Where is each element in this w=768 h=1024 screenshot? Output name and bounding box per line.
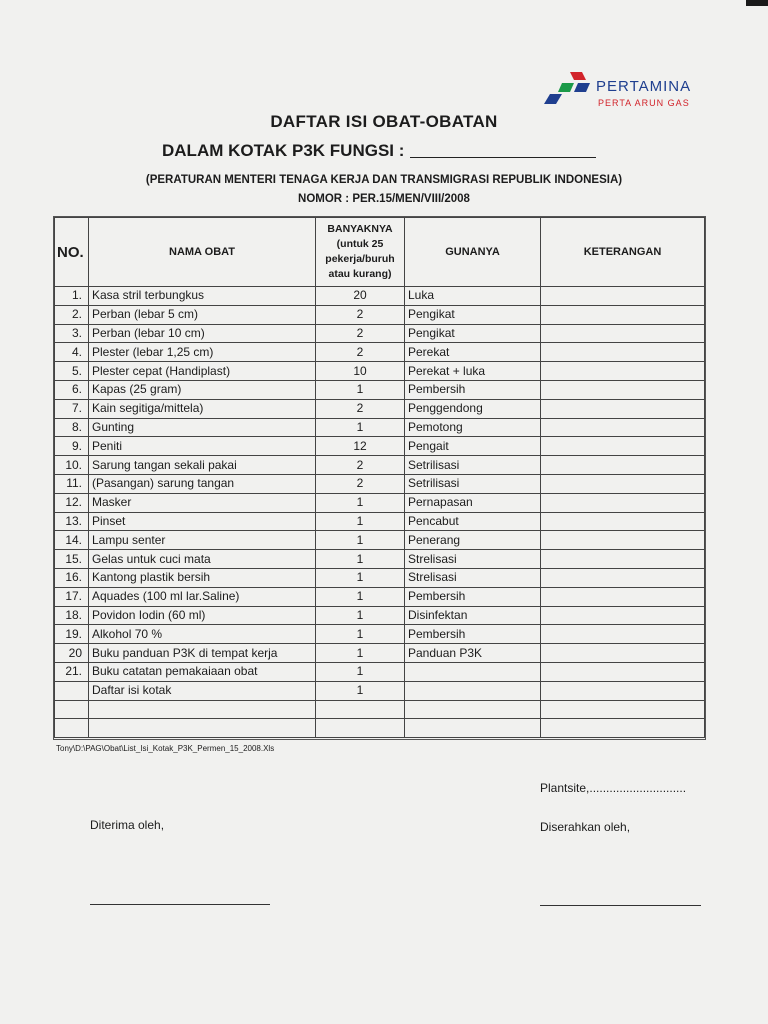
cell-gunanya: Penggendong [405,399,541,418]
cell-keterangan [541,550,705,569]
cell-banyaknya: 2 [316,343,405,362]
cell-banyaknya [316,700,405,719]
cell-banyaknya: 1 [316,625,405,644]
cell-gunanya: Pembersih [405,587,541,606]
header-keterangan: KETERANGAN [541,218,705,287]
cell-nama-obat: Daftar isi kotak [89,681,316,700]
header-banyaknya: BANYAKNYA (untuk 25 pekerja/buruh atau kurang) [316,218,405,287]
cell-gunanya: Perekat + luka [405,362,541,381]
table-row [55,493,705,512]
cell-banyaknya: 1 [316,568,405,587]
cell-no: 21. [55,662,89,681]
cell-no: 20 [55,644,89,663]
cell-nama-obat: Aquades (100 ml lar.Saline) [89,587,316,606]
table-row [55,305,705,324]
cell-no: 14. [55,531,89,550]
cell-no: 9. [55,437,89,456]
cell-nama-obat: Alkohol 70 % [89,625,316,644]
cell-no: 1. [55,287,89,306]
cell-keterangan [541,305,705,324]
cell-nama-obat: Perban (lebar 5 cm) [89,305,316,324]
cell-gunanya: Panduan P3K [405,644,541,663]
cell-nama-obat: Kasa stril terbungkus [89,287,316,306]
cell-no: 6. [55,380,89,399]
cell-keterangan [541,512,705,531]
plantsite-label: Plantsite,............................. [540,781,687,795]
cell-banyaknya: 2 [316,456,405,475]
cell-no: 12. [55,493,89,512]
cell-gunanya: Pengait [405,437,541,456]
cell-nama-obat: (Pasangan) sarung tangan [89,474,316,493]
table-row [55,512,705,531]
cell-gunanya: Luka [405,287,541,306]
cell-no: 3. [55,324,89,343]
handed-over-by-label: Diserahkan oleh, [540,820,631,834]
cell-banyaknya: 2 [316,474,405,493]
table-row [55,625,705,644]
cell-nama-obat: Pinset [89,512,316,531]
cell-nama-obat: Peniti [89,437,316,456]
cell-gunanya: Pernapasan [405,493,541,512]
cell-banyaknya: 2 [316,399,405,418]
cell-gunanya: Perekat [405,343,541,362]
cell-no: 11. [55,474,89,493]
cell-gunanya: Pencabut [405,512,541,531]
cell-nama-obat: Lampu senter [89,531,316,550]
table-row [55,287,705,306]
cell-keterangan [541,531,705,550]
table-row [55,418,705,437]
pertamina-logo [540,70,740,114]
cell-no: 18. [55,606,89,625]
cell-gunanya: Strelisasi [405,550,541,569]
cell-banyaknya: 20 [316,287,405,306]
table-row [55,662,705,681]
table-row [55,399,705,418]
cell-gunanya [405,719,541,738]
header-no: NO. [55,218,89,287]
table-row [55,606,705,625]
pertamina-logo-icon [540,70,596,110]
cell-gunanya [405,700,541,719]
cell-nama-obat: Kantong plastik bersih [89,568,316,587]
table-row [55,644,705,663]
cell-nama-obat: Plester (lebar 1,25 cm) [89,343,316,362]
cell-gunanya: Setrilisasi [405,474,541,493]
cell-nama-obat: Kain segitiga/mittela) [89,399,316,418]
cell-no: 8. [55,418,89,437]
cell-keterangan [541,644,705,663]
cell-banyaknya: 1 [316,606,405,625]
cell-banyaknya: 1 [316,662,405,681]
logo-brand-text: PERTAMINA [596,78,692,95]
cell-no: 19. [55,625,89,644]
cell-no [55,719,89,738]
header-nama-obat: NAMA OBAT [89,218,316,287]
regulation-number: NOMOR : PER.15/MEN/VIII/2008 [298,193,470,205]
cell-gunanya: Penerang [405,531,541,550]
received-by-label: Diterima oleh, [90,818,165,832]
cell-gunanya: Pembersih [405,625,541,644]
cell-nama-obat: Plester cepat (Handiplast) [89,362,316,381]
regulation-text: (PERATURAN MENTERI TENAGA KERJA DAN TRANSMIGRASI REPUBLIK INDONESIA) [145,174,623,186]
cell-keterangan [541,493,705,512]
medicine-table [54,217,705,738]
cell-keterangan [541,625,705,644]
cell-banyaknya: 1 [316,512,405,531]
cell-gunanya: Disinfektan [405,606,541,625]
cell-gunanya: Setrilisasi [405,456,541,475]
logo-subtitle-text: PERTA ARUN GAS [598,98,690,108]
cell-banyaknya: 1 [316,531,405,550]
cell-nama-obat: Sarung tangan sekali pakai [89,456,316,475]
cell-keterangan [541,324,705,343]
cell-keterangan [541,418,705,437]
handed-over-signature-line [540,905,701,906]
cell-keterangan [541,719,705,738]
cell-keterangan [541,287,705,306]
cell-gunanya: Pengikat [405,305,541,324]
cell-no: 7. [55,399,89,418]
cell-no [55,681,89,700]
cell-keterangan [541,700,705,719]
table-row [55,568,705,587]
table-body [55,287,705,738]
cell-keterangan [541,456,705,475]
cell-keterangan [541,362,705,381]
cell-no [55,700,89,719]
cell-keterangan [541,399,705,418]
cell-nama-obat: Povidon Iodin (60 ml) [89,606,316,625]
table-row [55,587,705,606]
cell-banyaknya: 1 [316,681,405,700]
cell-gunanya [405,681,541,700]
header-gunanya: GUNANYA [405,218,541,287]
cell-nama-obat: Buku panduan P3K di tempat kerja [89,644,316,663]
cell-banyaknya: 12 [316,437,405,456]
table-row [55,362,705,381]
table-row [55,437,705,456]
table-header-row [55,218,705,287]
cell-banyaknya: 1 [316,644,405,663]
cell-banyaknya: 2 [316,324,405,343]
cell-gunanya: Strelisasi [405,568,541,587]
table-row [55,474,705,493]
cell-banyaknya: 1 [316,418,405,437]
cell-keterangan [541,343,705,362]
subtitle-text: DALAM KOTAK P3K FUNGSI : [162,141,405,160]
cell-nama-obat [89,700,316,719]
cell-no: 17. [55,587,89,606]
cell-gunanya [405,662,541,681]
table-row [55,343,705,362]
medicine-table-frame [53,216,706,740]
table-row [55,380,705,399]
table-row [55,719,705,738]
cell-keterangan [541,587,705,606]
scan-edge-mark [746,0,768,6]
cell-keterangan [541,474,705,493]
table-row [55,700,705,719]
table-row [55,550,705,569]
cell-banyaknya: 1 [316,493,405,512]
cell-nama-obat: Buku catatan pemakaiaan obat [89,662,316,681]
cell-banyaknya: 1 [316,587,405,606]
cell-nama-obat: Kapas (25 gram) [89,380,316,399]
received-signature-line [90,904,270,905]
table-row [55,456,705,475]
cell-gunanya: Pengikat [405,324,541,343]
cell-no: 15. [55,550,89,569]
cell-nama-obat: Gelas untuk cuci mata [89,550,316,569]
cell-nama-obat [89,719,316,738]
cell-no: 10. [55,456,89,475]
cell-keterangan [541,568,705,587]
document-title: DAFTAR ISI OBAT-OBATAN [270,112,498,131]
table-row [55,531,705,550]
cell-banyaknya [316,719,405,738]
cell-keterangan [541,606,705,625]
cell-gunanya: Pemotong [405,418,541,437]
table-row [55,681,705,700]
cell-gunanya: Pembersih [405,380,541,399]
table-row [55,324,705,343]
file-path: Tony\D:\PAG\Obat\List_Isi_Kotak_P3K_Permen_15_2008.Xls [56,744,275,753]
cell-keterangan [541,681,705,700]
document-subtitle [162,141,596,161]
cell-banyaknya: 1 [316,380,405,399]
cell-keterangan [541,380,705,399]
cell-no: 13. [55,512,89,531]
cell-nama-obat: Gunting [89,418,316,437]
cell-keterangan [541,437,705,456]
cell-no: 5. [55,362,89,381]
cell-banyaknya: 2 [316,305,405,324]
fungsi-blank-line [410,143,596,158]
cell-no: 2. [55,305,89,324]
cell-no: 4. [55,343,89,362]
cell-banyaknya: 1 [316,550,405,569]
cell-nama-obat: Masker [89,493,316,512]
cell-keterangan [541,662,705,681]
cell-nama-obat: Perban (lebar 10 cm) [89,324,316,343]
cell-no: 16. [55,568,89,587]
cell-banyaknya: 10 [316,362,405,381]
